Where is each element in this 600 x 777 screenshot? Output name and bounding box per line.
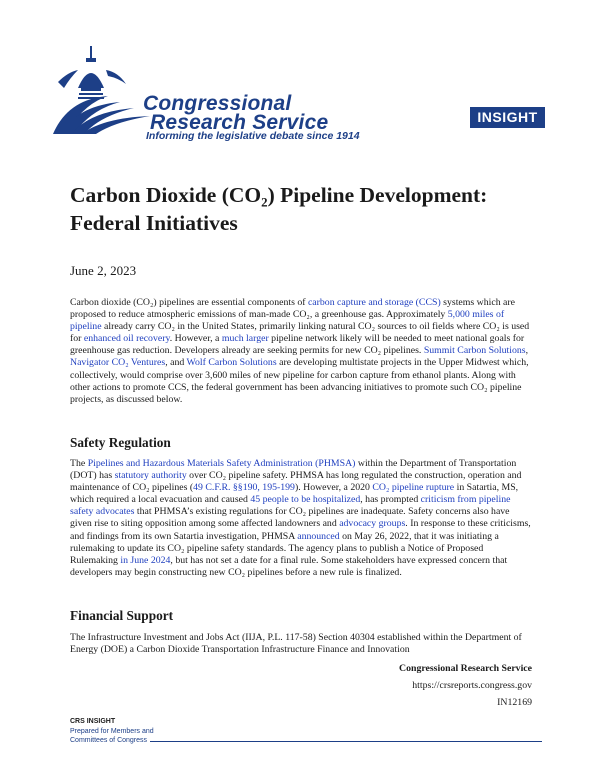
- hyperlink[interactable]: announced: [297, 530, 340, 542]
- publication-date: June 2, 2023: [70, 263, 137, 278]
- org-name-line2: Research Service: [150, 111, 329, 134]
- footer-org: Congressional Research Service: [399, 663, 532, 674]
- hyperlink[interactable]: in June 2024: [120, 554, 171, 566]
- hyperlink[interactable]: Summit Carbon Solutions: [423, 345, 526, 357]
- section-heading-safety: Safety Regulation: [70, 435, 171, 450]
- insight-badge: INSIGHT: [470, 107, 545, 128]
- hyperlink[interactable]: carbon capture and storage (CCS): [307, 297, 441, 308]
- footer-committees: Committees of Congress: [70, 737, 148, 744]
- hyperlink[interactable]: Navigator CO₂ Ventures: [70, 357, 166, 369]
- intro-paragraph: Carbon dioxide (CO₂) pipelines are essential components of carbon capture and storage (CCS) systems which are proposed to reduce atmospheric emissions of man-made CO₂, a greenhouse gas. Approximately 5,000 miles of pipeline already carry CO₂ in the United States, primarily linking natural CO₂ sources to oil fields where CO₂ is used for enhanced oil recovery. However, a much larger pipeline network likely will be needed to meet national goals for greenhouse gas reduction. Developers already are seeking permits for new CO₂ pipelines. Summit Carbon Solutions, Navigator CO₂ Ventures, and Wolf Carbon Solutions are developing multistate projects in the Upper Midwest which, collectively, would comprise over 3,600 miles of new pipeline for carbon capture from ethanol plants. Along with other actions to promote CCS, the federal government has been advancing initiatives to promote such CO₂ pipeline projects, as discussed below.: [70, 297, 530, 405]
- hyperlink[interactable]: enhanced oil recovery: [83, 333, 170, 345]
- footer-report-id: IN12169: [497, 697, 532, 708]
- hyperlink[interactable]: statutory authority: [114, 470, 187, 482]
- section-heading-financial: Financial Support: [70, 608, 174, 623]
- hyperlink[interactable]: Pipelines and Hazardous Materials Safety Administration (PHMSA): [87, 458, 356, 469]
- hyperlink[interactable]: 5,000 miles of pipeline: [70, 309, 505, 333]
- page-title: Carbon Dioxide (CO₂) Pipeline Development: Federal Initiatives: [70, 183, 488, 235]
- org-tagline: Informing the legislative debate since 1914: [146, 130, 360, 142]
- hyperlink[interactable]: much larger: [221, 333, 269, 345]
- footer-crs-insight: CRS INSIGHT: [70, 718, 116, 725]
- footer-url[interactable]: https://crsreports.congress.gov: [412, 680, 532, 691]
- hyperlink[interactable]: 45 people to be hospitalized: [250, 494, 361, 506]
- safety-paragraph: The Pipelines and Hazardous Materials Safety Administration (PHMSA) within the Department of Transportation (DOT) has statutory authority over CO₂ pipeline safety. PHMSA has long regulated the construction, operation and maintenance of CO₂ pipelines (49 C.F.R. §§190, 195-199). However, a 2020 CO₂ pipeline rupture in Satartia, MS, which required a local evacuation and caused 45 people to be hospitalized, has prompted criticism from pipeline safety advocates that PHMSA’s existing regulations for CO₂ pipelines are inadequate. Safety concerns also have given rise to siting opposition among some affected landowners and advocacy groups. In response to these criticisms, and findings from its own Satartia investigation, PHMSA announced on May 26, 2022, that it was initiating a rulemaking to update its CO₂ pipeline safety standards. The agency plans to publish a Notice of Proposed Rulemaking in June 2024, but has not set a date for a final rule. Some stakeholders have expressed concern that developers may begin constructing new CO₂ pipelines before a new rule is finalized.: [70, 458, 531, 578]
- hyperlink[interactable]: criticism from pipeline safety advocates: [70, 494, 511, 518]
- capitol-dome-icon: [48, 44, 158, 139]
- footer-right: [399, 660, 532, 711]
- footer-rule: [150, 741, 542, 742]
- hyperlink[interactable]: advocacy groups: [339, 518, 406, 530]
- org-name-line1: Congressional: [143, 92, 292, 115]
- hyperlink[interactable]: Wolf Carbon Solutions: [186, 357, 277, 369]
- footer-left: [70, 717, 154, 746]
- financial-paragraph: The Infrastructure Investment and Jobs Act (IIJA, P.L. 117-58) Section 40304 established within the Department of Energy (DOE) a Carbon Dioxide Transportation Infrastructure Finance and Innovation: [70, 632, 522, 656]
- hyperlink[interactable]: 49 C.F.R. §§190, 195-199: [193, 482, 295, 494]
- hyperlink[interactable]: CO₂ pipeline rupture: [372, 482, 455, 494]
- footer-prepared-for: Prepared for Members and: [70, 727, 154, 735]
